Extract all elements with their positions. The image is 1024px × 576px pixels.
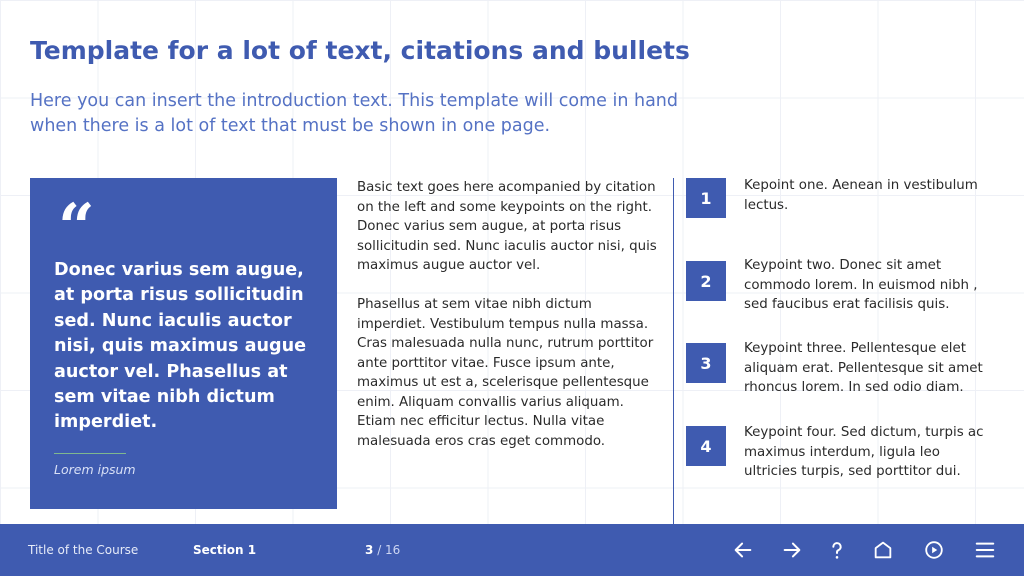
help-button[interactable] — [823, 536, 851, 564]
column-divider — [673, 178, 674, 524]
play-icon — [923, 539, 945, 561]
quote-text: Donec varius sem augue, at porta risus sollicitudin sed. Nunc iaculis auctor nisi, quis maximus augue auctor vel. Phasellus at sem vitae nibh dictum imperdiet. — [54, 260, 307, 433]
keypoint-badge-3: 3 — [686, 343, 726, 383]
slide-title: Template for a lot of text, citations and bullets — [30, 36, 690, 65]
quote-card — [30, 178, 337, 509]
page-total: / 16 — [377, 543, 401, 557]
menu-button[interactable] — [971, 536, 999, 564]
quote-divider — [54, 453, 126, 454]
quote-author: Lorem ipsum — [54, 462, 136, 477]
keypoint-text-2: Keypoint two. Donec sit amet commodo lorem. In euismod nibh , sed faucibus erat facilisis quis. — [744, 258, 978, 312]
body-paragraph-2: Phasellus at sem vitae nibh dictum imperdiet. Vestibulum tempus nulla massa. Cras malesuada nulla nunc, rutrum porttitor ante porttitor vitae. Fusce ipsum ante, maximus ut est a, scelerisque pellentesque enim. Aliquam convallis varius aliquam. Etiam nec efficitur lectus. Nulla vitae malesuada eros cras eget commodo. — [357, 297, 654, 449]
footer-bar — [0, 524, 1024, 576]
body-text — [357, 178, 662, 471]
next-button[interactable] — [778, 536, 806, 564]
keypoint-text-4: Keypoint four. Sed dictum, turpis ac maximus interdum, ligula leo ultricies turpis, sed porttitor dui. — [744, 425, 984, 479]
intro-text: Here you can insert the introduction text. This template will come in hand when there is a lot of text that must be shown in one page. — [30, 91, 679, 136]
keypoint-badge-4: 4 — [686, 426, 726, 466]
keypoint-badge-2: 2 — [686, 261, 726, 301]
next-icon — [781, 539, 803, 561]
keypoint-text-1: Kepoint one. Aenean in vestibulum lectus. — [744, 178, 978, 213]
body-paragraph-1: Basic text goes here acompanied by citation on the left and some keypoints on the right. Donec varius sem augue, at porta risus sollicitudin sed. Nunc iaculis auctor nisi, quis maximus augue auctor vel. — [357, 180, 657, 273]
play-button[interactable] — [920, 536, 948, 564]
quote-mark-icon: “ — [58, 190, 95, 265]
course-title: Title of the Course — [28, 543, 139, 557]
section-label: Section 1 — [193, 543, 257, 557]
previous-button[interactable] — [729, 536, 757, 564]
help-icon — [826, 539, 848, 561]
keypoint-badge-1: 1 — [686, 178, 726, 218]
menu-icon — [974, 539, 996, 561]
keypoint-text-3: Keypoint three. Pellentesque elet aliquam erat. Pellentesque sit amet rhoncus lorem. In sed odio diam. — [744, 341, 983, 395]
page-indicator — [365, 543, 400, 557]
home-button[interactable] — [869, 536, 897, 564]
previous-icon — [732, 539, 754, 561]
page-current: 3 — [365, 543, 374, 557]
home-icon — [872, 539, 894, 561]
